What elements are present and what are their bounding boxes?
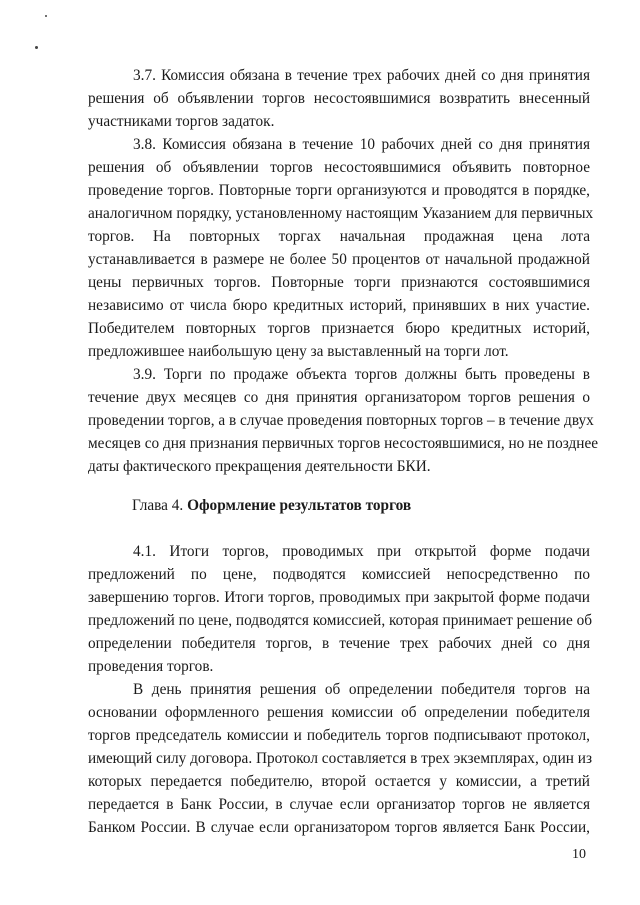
- paragraph-3-7-line: 3.7. Комиссия обязана в течение трех рабочих дней со дня принятия: [133, 67, 590, 84]
- paragraph-3-9-line: даты фактического прекращения деятельности БКИ.: [88, 458, 431, 475]
- paragraph-3-8-line: цены первичных торгов. Повторные торги признаются состоявшимися: [88, 274, 590, 291]
- paragraph-4-1-line: определении победителя торгов, в течение трех рабочих дней со дня: [88, 635, 590, 652]
- paragraph-3-8-line: Победителем повторных торгов признается бюро кредитных историй,: [88, 320, 590, 337]
- chapter-title: Оформление результатов торгов: [187, 497, 412, 514]
- paragraph-4-1-b-line: В день принятия решения об определении победителя торгов на: [133, 681, 590, 698]
- paragraph-4-1-line: предложений по цене, подводятся комиссией, которая принимает решение об: [88, 612, 593, 629]
- scan-speck: [45, 15, 47, 17]
- paragraph-4-1-b-line: Банком России. В случае если организатором торгов является Банк России,: [88, 819, 590, 836]
- paragraph-3-9-line: проведении торгов, а в случае проведения повторных торгов – в течение двух: [88, 412, 594, 429]
- paragraph-3-7-line: решения об объявлении торгов несостоявшимися возвратить внесенный: [88, 90, 590, 107]
- paragraph-3-8-line: предложившее наибольшую цену за выставленный на торги лот.: [88, 343, 509, 360]
- paragraph-3-9-line: течение двух месяцев со дня принятия организатором торгов решения о: [88, 389, 590, 406]
- paragraph-4-1-b-line: которых передается победителю, второй остается у комиссии, а третий: [88, 773, 590, 790]
- paragraph-3-8-line: аналогичном порядку, установленному настоящим Указанием для первичных: [88, 205, 594, 222]
- paragraph-4-1-b-line: основании оформленного решения комиссии об определении победителя: [88, 704, 590, 721]
- paragraph-3-8-line: 3.8. Комиссия обязана в течение 10 рабочих дней со дня принятия: [133, 136, 590, 153]
- paragraph-3-8-line: проведение торгов. Повторные торги организуются и проводятся в порядке,: [88, 182, 590, 199]
- paragraph-4-1-line: 4.1. Итоги торгов, проводимых при открытой форме подачи: [133, 543, 590, 560]
- paragraph-4-1-line: проведения торгов.: [88, 658, 214, 675]
- scan-speck: [35, 46, 38, 49]
- page-number: 10: [572, 847, 586, 862]
- paragraph-3-8-line: независимо от числа бюро кредитных историй, принявших в них участие.: [88, 297, 590, 314]
- chapter-prefix: Глава 4.: [132, 497, 184, 514]
- paragraph-4-1-b-line: имеющий силу договора. Протокол составляется в трех экземплярах, один из: [88, 750, 593, 767]
- paragraph-3-8-line: устанавливается в размере не более 50 процентов от начальной продажной: [88, 251, 590, 268]
- paragraph-3-9-line: месяцев со дня признания первичных торгов несостоявшимися, но не позднее: [88, 435, 599, 452]
- paragraph-3-8-line: торгов. На повторных торгах начальная продажная цена лота: [88, 228, 590, 245]
- paragraph-3-8-line: решения об объявлении торгов несостоявшимися объявить повторное: [88, 159, 590, 176]
- chapter-heading: [132, 494, 411, 517]
- paragraph-4-1-b-line: передается в Банк России, в случае если организатор торгов не является: [88, 796, 590, 813]
- paragraph-4-1-line: завершению торгов. Итоги торгов, проводимых при закрытой форме подачи: [88, 589, 590, 606]
- paragraph-3-7-line: участниками торгов задаток.: [88, 113, 275, 130]
- paragraph-4-1-line: предложений по цене, подводятся комиссией непосредственно по: [88, 566, 590, 583]
- paragraph-4-1-b-line: торгов председатель комиссии и победитель торгов подписывают протокол,: [88, 727, 590, 744]
- paragraph-3-9-line: 3.9. Торги по продаже объекта торгов должны быть проведены в: [133, 366, 590, 383]
